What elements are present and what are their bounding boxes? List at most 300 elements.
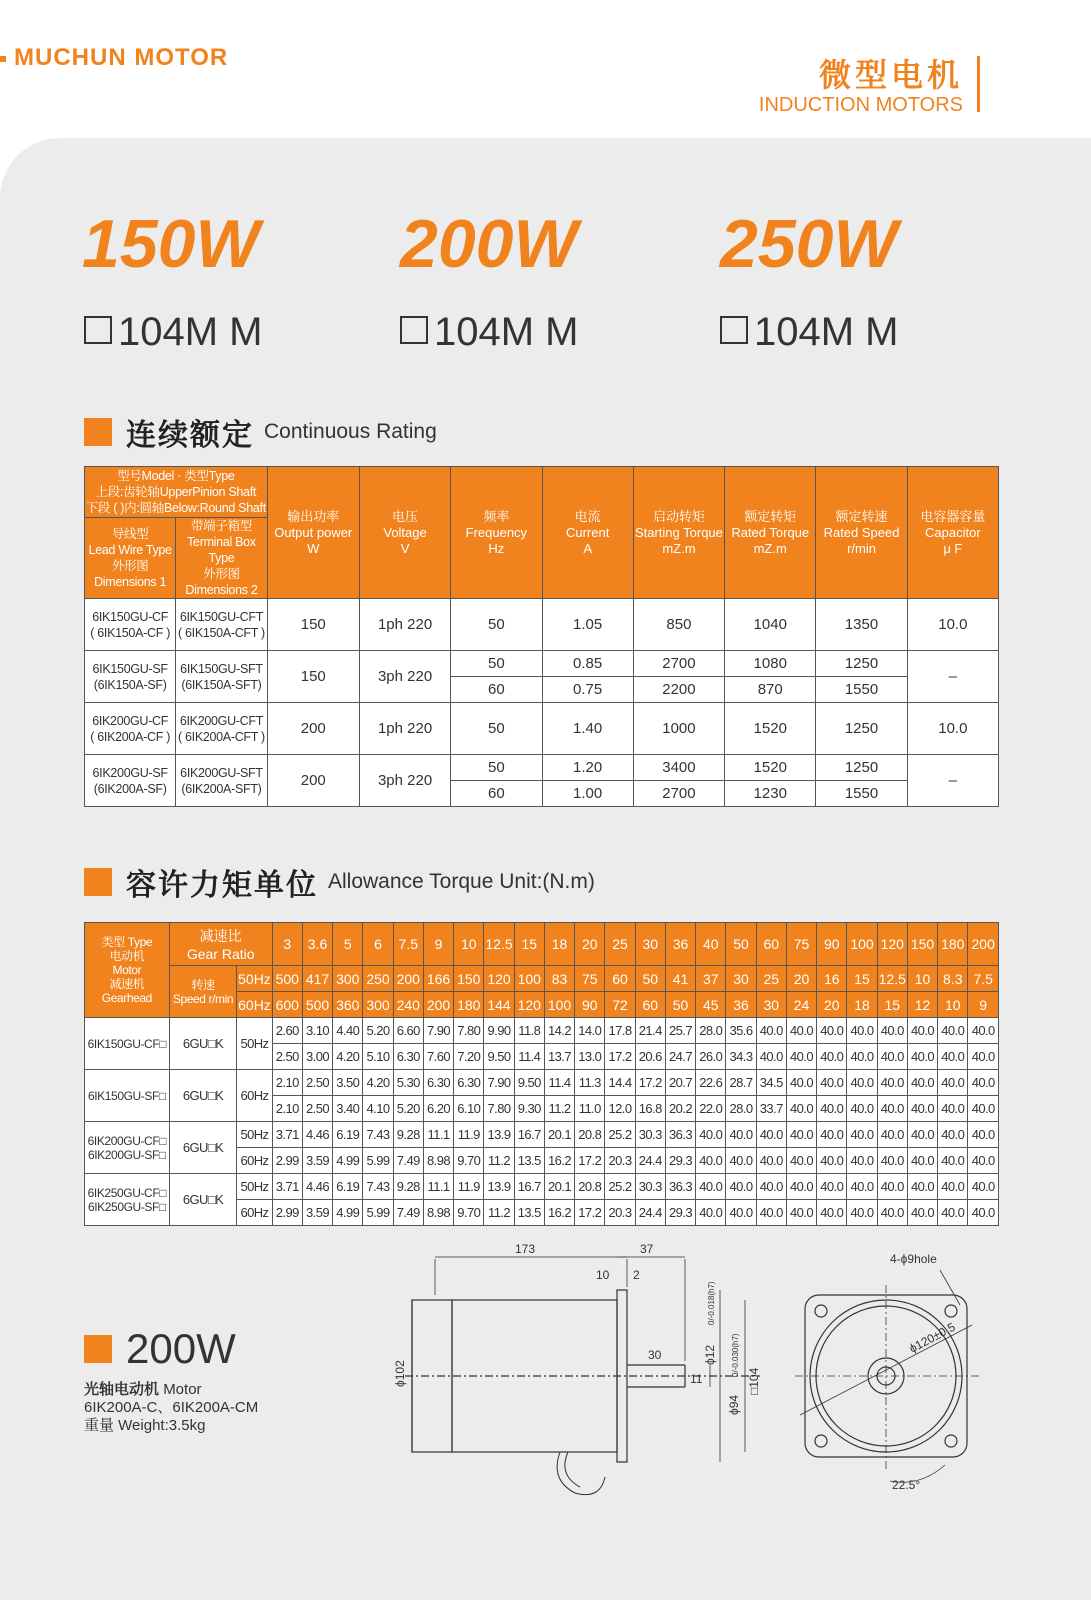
torque-value: 17.2 <box>605 1044 635 1070</box>
header-col-3-line: 电流 <box>574 508 601 524</box>
ratio-value: 18 <box>544 923 574 966</box>
torque-value: 3.10 <box>302 1018 332 1044</box>
torque-value: 28.7 <box>726 1070 756 1096</box>
dim-angle: 22.5° <box>892 1478 921 1492</box>
torque-value: 13.5 <box>514 1148 544 1174</box>
row-voltage: 1ph 220 <box>359 703 450 755</box>
torque-value: 40.0 <box>696 1200 726 1226</box>
row-value: 1040 <box>725 599 816 651</box>
torque-value: 3.50 <box>333 1070 363 1096</box>
speed-50hz: 41 <box>665 966 695 992</box>
torque-value: 40.0 <box>847 1070 877 1096</box>
torque-value: 13.0 <box>575 1044 605 1070</box>
torque-value: 40.0 <box>786 1018 816 1044</box>
torque-value: 5.20 <box>363 1018 393 1044</box>
row-value: 1550 <box>816 781 907 807</box>
header-model-line: 上段:齿轮轴UpperPinion Shaft <box>95 485 257 499</box>
header-type-line: 电动机 <box>109 949 145 963</box>
torque-value: 40.0 <box>786 1070 816 1096</box>
torque-value: 40.0 <box>756 1174 786 1200</box>
dim-square-104: □104 <box>747 1367 761 1395</box>
torque-value: 40.0 <box>877 1200 907 1226</box>
ratio-value: 150 <box>907 923 937 966</box>
row-value: 1520 <box>725 703 816 755</box>
ratio-value: 50 <box>726 923 756 966</box>
torque-value: 40.0 <box>726 1200 756 1226</box>
motor-models: 6IK200A-C、6IK200A-CM <box>84 1399 259 1416</box>
torque-value: 2.60 <box>272 1018 302 1044</box>
torque-value: 40.0 <box>968 1200 999 1226</box>
torque-gearhead: 6GU□K <box>169 1018 237 1070</box>
header-model <box>85 467 268 518</box>
row-value: 3400 <box>633 755 724 781</box>
row-terminal-model <box>176 599 267 651</box>
header-gear-ratio-line: Gear Ratio <box>186 946 255 962</box>
row-power: 150 <box>267 599 359 651</box>
torque-motor-model-line: 6IK150GU-CF□ <box>87 1036 167 1051</box>
speed-60hz: 12 <box>907 992 937 1018</box>
row-value: 1000 <box>633 703 724 755</box>
torque-value: 16.7 <box>514 1174 544 1200</box>
torque-value: 40.0 <box>938 1174 968 1200</box>
torque-gearhead: 6GU□K <box>169 1174 237 1226</box>
torque-value: 6.30 <box>423 1070 453 1096</box>
row-value: 50 <box>451 703 542 755</box>
header-lead-wire-line: 导线型 <box>111 527 149 541</box>
torque-value: 13.5 <box>514 1200 544 1226</box>
header-col-7-line: μ F <box>943 540 963 556</box>
torque-value: 40.0 <box>817 1174 847 1200</box>
torque-value: 40.0 <box>847 1174 877 1200</box>
header-terminal-box <box>176 518 267 599</box>
torque-value: 40.0 <box>817 1070 847 1096</box>
torque-value: 7.43 <box>363 1122 393 1148</box>
torque-value: 4.99 <box>333 1200 363 1226</box>
dim-phi94-tol: 0/-0.030(h7) <box>731 1333 740 1377</box>
torque-gearhead: 6GU□K <box>169 1070 237 1122</box>
row-terminal-model-line: 6IK200GU-CFT <box>179 713 264 728</box>
torque-value: 24.4 <box>635 1200 665 1226</box>
speed-50hz: 500 <box>272 966 302 992</box>
torque-motor-model <box>85 1174 170 1226</box>
speed-50hz: 8.3 <box>938 966 968 992</box>
torque-value: 9.50 <box>484 1044 514 1070</box>
torque-hz: 50Hz <box>237 1174 272 1200</box>
torque-value: 14.2 <box>544 1018 574 1044</box>
torque-value: 30.3 <box>635 1122 665 1148</box>
torque-value: 26.0 <box>696 1044 726 1070</box>
row-voltage: 3ph 220 <box>359 755 450 807</box>
ratio-value: 3.6 <box>302 923 332 966</box>
header-col-4-line: Starting Torque <box>634 524 723 540</box>
row-lead-model-line: (6IK200A-SF) <box>93 781 167 796</box>
row-capacitor: 10.0 <box>907 599 998 651</box>
header-col-2-line: Hz <box>488 540 505 556</box>
ratio-value: 100 <box>847 923 877 966</box>
dim-pcd: ϕ120±0.5 <box>906 1319 958 1356</box>
torque-motor-model <box>85 1122 170 1174</box>
torque-value: 24.7 <box>665 1044 695 1070</box>
torque-value: 4.99 <box>333 1148 363 1174</box>
ratio-value: 40 <box>696 923 726 966</box>
header-col-0-line: W <box>307 540 320 556</box>
torque-value: 34.5 <box>756 1070 786 1096</box>
torque-value: 11.9 <box>454 1174 484 1200</box>
continuous-rating-heading: 连续额定 Continuous Rating <box>84 410 437 454</box>
dim-phi102: ϕ102 <box>393 1360 407 1387</box>
speed-60hz: 72 <box>605 992 635 1018</box>
torque-motor-model <box>85 1018 170 1070</box>
torque-value: 7.60 <box>423 1044 453 1070</box>
torque-value: 20.7 <box>665 1070 695 1096</box>
torque-value: 6.60 <box>393 1018 423 1044</box>
header-type-line: 减速机 <box>109 977 145 991</box>
speed-60hz: 144 <box>484 992 514 1018</box>
header-speed-line: 转速 <box>191 977 215 992</box>
torque-value: 11.1 <box>423 1174 453 1200</box>
torque-value: 11.0 <box>575 1096 605 1122</box>
speed-60hz: 90 <box>575 992 605 1018</box>
torque-value: 40.0 <box>968 1044 999 1070</box>
header-lead-wire-line: 外形图Dimensions 1 <box>94 559 167 589</box>
row-lead-model <box>85 755 176 807</box>
speed-60hz: 45 <box>696 992 726 1018</box>
torque-motor-model-line: 6IK250GU-SF□ <box>87 1199 166 1214</box>
header-col-5 <box>725 467 816 599</box>
torque-hz: 60Hz <box>237 1200 272 1226</box>
torque-value: 9.70 <box>454 1200 484 1226</box>
speed-60hz: 20 <box>817 992 847 1018</box>
torque-value: 40.0 <box>968 1174 999 1200</box>
dim-phi12: ϕ12 <box>703 1344 717 1365</box>
torque-value: 30.3 <box>635 1174 665 1200</box>
torque-value: 40.0 <box>847 1096 877 1122</box>
torque-value: 40.0 <box>907 1096 937 1122</box>
torque-value: 20.2 <box>665 1096 695 1122</box>
torque-value: 40.0 <box>696 1174 726 1200</box>
torque-value: 22.6 <box>696 1070 726 1096</box>
header-col-4-line: 启动转矩 <box>652 508 705 524</box>
torque-value: 11.3 <box>575 1070 605 1096</box>
speed-50hz: 30 <box>726 966 756 992</box>
title-english: INDUCTION MOTORS <box>758 94 963 116</box>
dim-phi12-tol: 0/-0.018(h7) <box>707 1281 716 1325</box>
title-chinese: 微型电机 <box>818 57 963 93</box>
row-lead-model <box>85 599 176 651</box>
torque-value: 11.1 <box>423 1122 453 1148</box>
torque-value: 29.3 <box>665 1148 695 1174</box>
speed-60hz: 500 <box>302 992 332 1018</box>
header-col-0-line: Output power <box>274 524 353 540</box>
motor-watt: 200W <box>126 1325 236 1372</box>
dim-11: 11 <box>690 1372 703 1386</box>
row-voltage: 3ph 220 <box>359 651 450 703</box>
torque-value: 3.59 <box>302 1200 332 1226</box>
header-col-6-line: r/min <box>847 540 876 556</box>
ratio-value: 90 <box>817 923 847 966</box>
torque-value: 11.4 <box>544 1070 574 1096</box>
row-capacitor: – <box>907 651 998 703</box>
speed-60hz: 180 <box>454 992 484 1018</box>
torque-value: 13.9 <box>484 1122 514 1148</box>
speed-50hz: 250 <box>363 966 393 992</box>
torque-value: 40.0 <box>907 1200 937 1226</box>
torque-value: 40.0 <box>877 1174 907 1200</box>
speed-50hz: 166 <box>423 966 453 992</box>
torque-value: 40.0 <box>786 1174 816 1200</box>
title-divider <box>977 56 980 112</box>
ratio-value: 200 <box>968 923 999 966</box>
torque-value: 11.2 <box>544 1096 574 1122</box>
speed-60hz: 9 <box>968 992 999 1018</box>
row-terminal-model-line: ( 6IK150A-CFT ) <box>177 625 265 640</box>
speed-60hz: 24 <box>786 992 816 1018</box>
torque-value: 40.0 <box>938 1200 968 1226</box>
dim-length: 173 <box>515 1242 536 1256</box>
torque-value: 6.10 <box>454 1096 484 1122</box>
row-terminal-model-line: 6IK150GU-SFT <box>180 661 263 676</box>
row-lead-model-line: 6IK150GU-CF <box>92 609 169 624</box>
torque-value: 20.8 <box>575 1122 605 1148</box>
speed-60hz: 200 <box>423 992 453 1018</box>
row-value: 0.75 <box>542 677 633 703</box>
speed-50hz: 15 <box>847 966 877 992</box>
speed-50hz: 25 <box>756 966 786 992</box>
header-terminal-box-line: 带端子箱型 <box>190 519 252 533</box>
ratio-value: 3 <box>272 923 302 966</box>
speed-50hz: 10 <box>907 966 937 992</box>
torque-value: 11.4 <box>514 1044 544 1070</box>
torque-value: 40.0 <box>938 1122 968 1148</box>
torque-value: 40.0 <box>756 1018 786 1044</box>
torque-value: 40.0 <box>877 1148 907 1174</box>
torque-value: 40.0 <box>817 1018 847 1044</box>
header-speed-line: Speed r/min <box>172 991 234 1006</box>
torque-value: 4.10 <box>363 1096 393 1122</box>
torque-value: 40.0 <box>907 1044 937 1070</box>
header-type-line: 类型 Type <box>101 935 153 949</box>
header-col-4-line: mZ.m <box>662 540 696 556</box>
torque-value: 6.19 <box>333 1122 363 1148</box>
header-col-2-line: Frequency <box>465 524 528 540</box>
continuous-rating-table <box>84 466 999 807</box>
torque-value: 40.0 <box>817 1044 847 1070</box>
speed-60hz: 50 <box>665 992 695 1018</box>
torque-value: 16.7 <box>514 1122 544 1148</box>
torque-value: 40.0 <box>726 1148 756 1174</box>
row-value: 1250 <box>816 755 907 781</box>
speed-50hz: 150 <box>454 966 484 992</box>
header-col-2-line: 频率 <box>483 508 510 524</box>
torque-value: 20.1 <box>544 1174 574 1200</box>
header-col-5-line: 额定转矩 <box>744 508 797 524</box>
torque-value: 25.2 <box>605 1174 635 1200</box>
ratio-value: 6 <box>363 923 393 966</box>
torque-value: 40.0 <box>786 1044 816 1070</box>
row-value: 0.85 <box>542 651 633 677</box>
ratio-value: 30 <box>635 923 665 966</box>
row-terminal-model <box>176 651 267 703</box>
header-col-1-line: 电压 <box>392 508 419 524</box>
torque-value: 40.0 <box>968 1148 999 1174</box>
torque-value: 40.0 <box>968 1122 999 1148</box>
speed-50hz: 120 <box>484 966 514 992</box>
row-value: 1.00 <box>542 781 633 807</box>
frame-size-250w: 104M M <box>720 310 899 355</box>
torque-value: 25.2 <box>605 1122 635 1148</box>
torque-value: 11.8 <box>514 1018 544 1044</box>
torque-value: 40.0 <box>938 1096 968 1122</box>
torque-value: 3.00 <box>302 1044 332 1070</box>
torque-value: 40.0 <box>696 1148 726 1174</box>
speed-50hz: 7.5 <box>968 966 999 992</box>
torque-value: 40.0 <box>968 1018 999 1044</box>
header-type <box>85 923 170 1018</box>
speed-50hz: 300 <box>333 966 363 992</box>
row-value: 850 <box>633 599 724 651</box>
motor-name-en: Motor <box>163 1381 202 1398</box>
row-value: 1250 <box>816 703 907 755</box>
speed-60hz: 36 <box>726 992 756 1018</box>
row-value: 50 <box>451 651 542 677</box>
header-lead-wire-line: Lead Wire Type <box>88 543 172 557</box>
speed-50hz: 100 <box>514 966 544 992</box>
torque-value: 40.0 <box>756 1148 786 1174</box>
torque-value: 16.2 <box>544 1148 574 1174</box>
speed-50hz: 200 <box>393 966 423 992</box>
motor-name-cn: 光轴电动机 <box>84 1381 160 1398</box>
speed-60hz: 600 <box>272 992 302 1018</box>
torque-value: 2.50 <box>302 1096 332 1122</box>
torque-value: 40.0 <box>726 1122 756 1148</box>
torque-value: 40.0 <box>817 1200 847 1226</box>
torque-value: 40.0 <box>907 1174 937 1200</box>
torque-motor-model-line: 6IK200GU-SF□ <box>87 1147 166 1162</box>
torque-value: 9.90 <box>484 1018 514 1044</box>
torque-value: 28.0 <box>726 1096 756 1122</box>
header-col-3-line: Current <box>565 524 610 540</box>
header-col-6-line: Rated Speed <box>823 524 900 540</box>
torque-value: 40.0 <box>786 1200 816 1226</box>
header-col-4 <box>633 467 724 599</box>
torque-value: 40.0 <box>786 1148 816 1174</box>
torque-value: 6.20 <box>423 1096 453 1122</box>
torque-value: 4.46 <box>302 1174 332 1200</box>
torque-motor-model-line: 6IK200GU-CF□ <box>87 1133 167 1148</box>
row-lead-model <box>85 703 176 755</box>
row-voltage: 1ph 220 <box>359 599 450 651</box>
torque-value: 36.3 <box>665 1174 695 1200</box>
torque-hz: 50Hz <box>237 1018 272 1070</box>
speed-60hz: 60 <box>635 992 665 1018</box>
dim-30: 30 <box>648 1348 662 1362</box>
torque-value: 20.8 <box>575 1174 605 1200</box>
torque-value: 6.30 <box>393 1044 423 1070</box>
torque-value: 40.0 <box>786 1096 816 1122</box>
header-col-6-line: 额定转速 <box>835 508 888 524</box>
torque-value: 13.9 <box>484 1174 514 1200</box>
speed-60hz: 100 <box>544 992 574 1018</box>
header-lead-wire <box>85 518 176 599</box>
torque-value: 40.0 <box>877 1122 907 1148</box>
hz-60: 60Hz <box>237 992 272 1018</box>
torque-value: 40.0 <box>907 1070 937 1096</box>
row-value: 1.05 <box>542 599 633 651</box>
row-terminal-model-line: (6IK150A-SFT) <box>181 677 262 692</box>
ratio-value: 12.5 <box>484 923 514 966</box>
header-col-7 <box>907 467 998 599</box>
torque-value: 2.10 <box>272 1096 302 1122</box>
torque-value: 8.98 <box>423 1148 453 1174</box>
torque-value: 40.0 <box>847 1148 877 1174</box>
ratio-value: 10 <box>454 923 484 966</box>
torque-value: 5.99 <box>363 1148 393 1174</box>
torque-value: 40.0 <box>877 1018 907 1044</box>
torque-value: 7.80 <box>454 1018 484 1044</box>
speed-60hz: 360 <box>333 992 363 1018</box>
header-type-line: Gearhead <box>101 991 152 1005</box>
row-lead-model-line: 6IK200GU-SF <box>92 765 168 780</box>
torque-value: 24.4 <box>635 1148 665 1174</box>
torque-value: 40.0 <box>847 1122 877 1148</box>
speed-50hz: 12.5 <box>877 966 907 992</box>
torque-value: 9.30 <box>514 1096 544 1122</box>
torque-value: 3.71 <box>272 1174 302 1200</box>
motor-info <box>84 1325 258 1435</box>
header-col-1-line: Voltage <box>383 524 427 540</box>
header-col-2 <box>451 467 542 599</box>
torque-value: 5.10 <box>363 1044 393 1070</box>
row-lead-model-line: 6IK150GU-SF <box>92 661 168 676</box>
torque-value: 40.0 <box>907 1148 937 1174</box>
row-value: 1230 <box>725 781 816 807</box>
row-lead-model <box>85 651 176 703</box>
torque-value: 16.8 <box>635 1096 665 1122</box>
row-value: 50 <box>451 599 542 651</box>
ratio-value: 180 <box>938 923 968 966</box>
speed-60hz: 120 <box>514 992 544 1018</box>
speed-60hz: 15 <box>877 992 907 1018</box>
torque-value: 25.7 <box>665 1018 695 1044</box>
power-200w: 200W <box>400 206 578 282</box>
header-terminal-box-line: Terminal Box Type <box>187 535 256 565</box>
header-type-line: Motor <box>112 963 142 977</box>
header-col-6 <box>816 467 907 599</box>
torque-value: 40.0 <box>877 1044 907 1070</box>
torque-value: 29.3 <box>665 1200 695 1226</box>
torque-value: 40.0 <box>756 1044 786 1070</box>
torque-value: 7.43 <box>363 1174 393 1200</box>
torque-value: 13.7 <box>544 1044 574 1070</box>
ratio-value: 120 <box>877 923 907 966</box>
torque-value: 33.7 <box>756 1096 786 1122</box>
row-lead-model-line: 6IK200GU-CF <box>92 713 169 728</box>
row-terminal-model-line: 6IK200GU-SFT <box>180 765 263 780</box>
ratio-value: 60 <box>756 923 786 966</box>
speed-50hz: 37 <box>696 966 726 992</box>
torque-value: 21.4 <box>635 1018 665 1044</box>
torque-value: 20.1 <box>544 1122 574 1148</box>
torque-value: 7.80 <box>484 1096 514 1122</box>
header-col-5-line: mZ.m <box>753 540 787 556</box>
torque-value: 11.2 <box>484 1200 514 1226</box>
torque-value: 40.0 <box>756 1122 786 1148</box>
dim-hole: 4-ϕ9hole <box>890 1252 937 1266</box>
torque-value: 20.6 <box>635 1044 665 1070</box>
torque-value: 40.0 <box>968 1096 999 1122</box>
torque-value: 14.4 <box>605 1070 635 1096</box>
torque-value: 2.50 <box>302 1070 332 1096</box>
